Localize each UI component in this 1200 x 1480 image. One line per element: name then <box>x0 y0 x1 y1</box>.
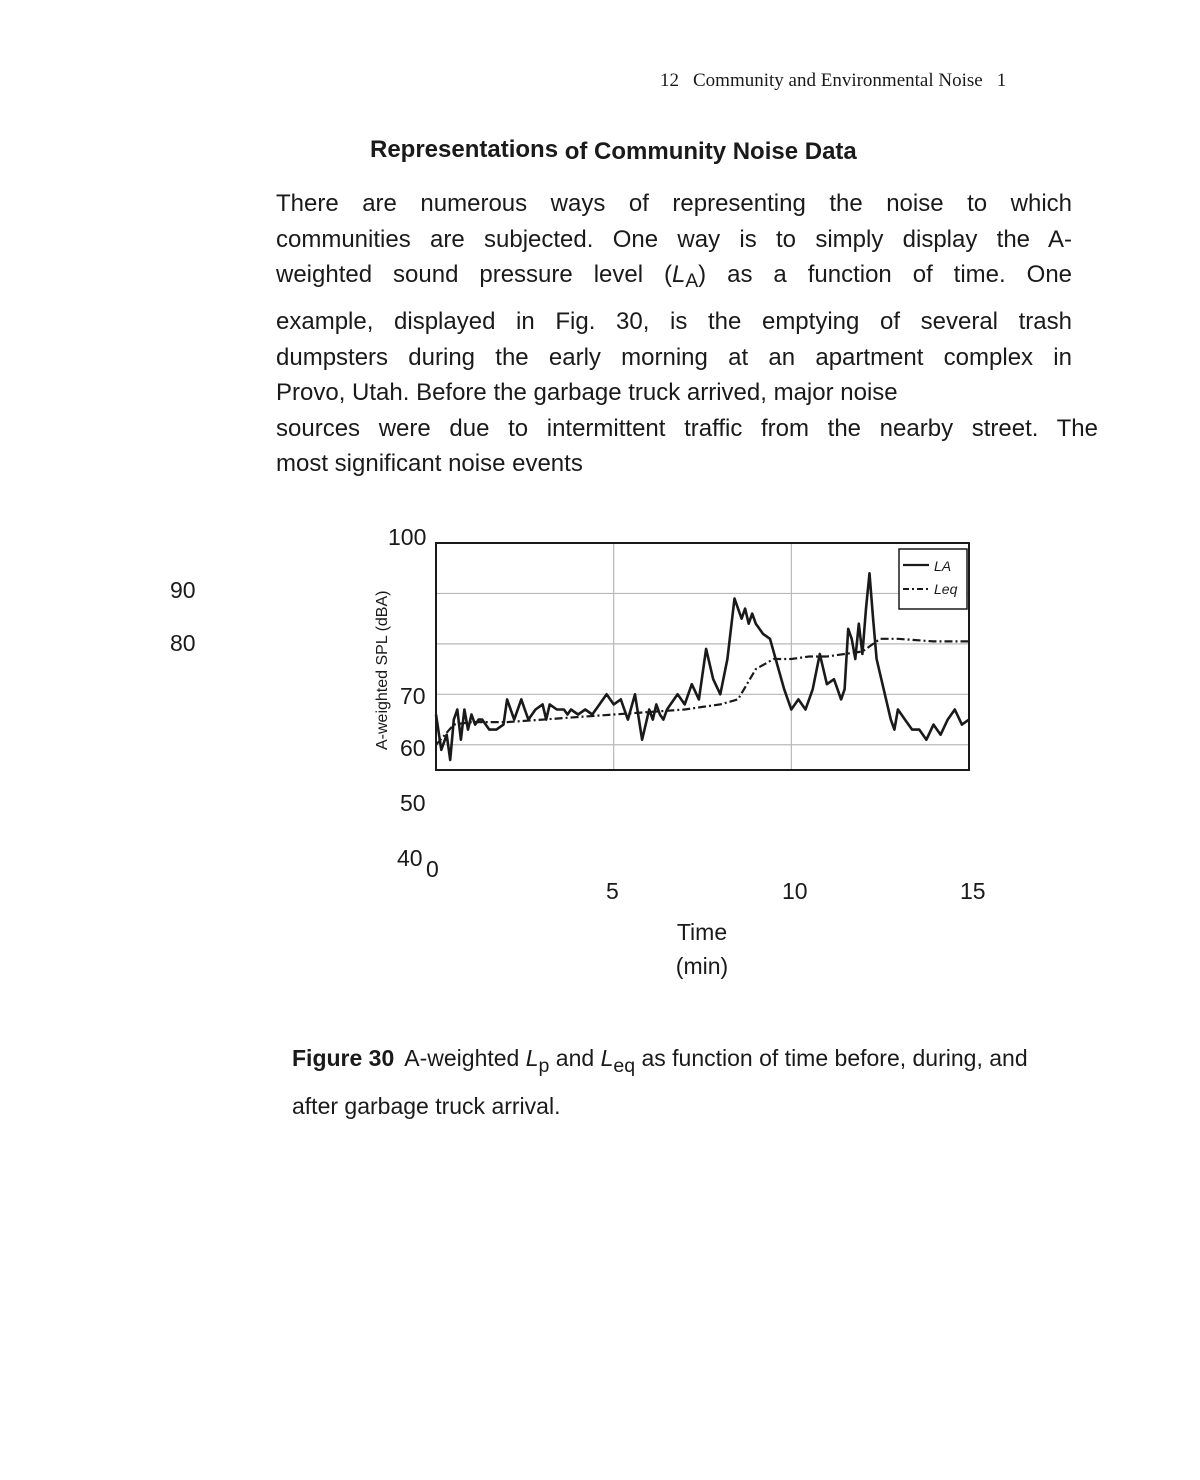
section-title-part1: Representations <box>370 136 559 163</box>
body-line-4: example, displayed in Fig. 30, is the emptying of several trash <box>276 308 1072 336</box>
body-line-6: Provo, Utah. Before the garbage truck arrived, major noise <box>276 379 898 407</box>
x-tick-label: 10 <box>782 878 808 904</box>
x-tick-label: 5 <box>606 878 619 904</box>
body-line-8: most significant noise events <box>276 450 583 478</box>
body-line-3a: weighted sound pressure level ( <box>276 261 672 288</box>
la-symbol: $L_A$ <box>672 261 699 292</box>
chart-legend <box>899 549 967 609</box>
caption-text-b: and <box>549 1045 601 1071</box>
section-title-part2: of Community Noise Data <box>564 138 857 165</box>
header-running-title: Community and Environmental Noise <box>693 70 983 91</box>
y-tick-label: 100 <box>388 524 427 550</box>
y-tick-label: 70 <box>400 683 426 709</box>
body-line-1: There are numerous ways of representing the noise to which <box>276 190 1072 217</box>
figure-caption <box>292 1038 1052 1126</box>
x-axis-title-line2: (min) <box>675 953 729 979</box>
series-layer <box>436 573 969 760</box>
x-axis-title-line1: Time <box>676 919 728 945</box>
stray-label-80: 80 <box>170 630 196 656</box>
plot-frame <box>436 543 969 770</box>
lp-symbol: $L_p$ <box>525 1045 550 1077</box>
x-tick-label: 15 <box>960 878 986 904</box>
chart-grid <box>436 543 969 770</box>
x-tick-label: 0 <box>426 856 439 882</box>
series-line-leq <box>436 639 969 745</box>
legend-box <box>899 549 967 609</box>
stray-label-90: 90 <box>170 577 196 603</box>
y-axis-title: A-weighted SPL (dBA) <box>374 590 391 750</box>
y-tick-label: 50 <box>400 790 426 816</box>
legend-label-la: LA <box>934 558 952 574</box>
caption-text-a: A-weighted <box>404 1045 526 1071</box>
y-tick-label: 40 <box>397 845 423 871</box>
series-line-la <box>436 573 969 760</box>
caption-text-c: as function of time before, during, and after garbage truck arrival. <box>292 1045 1028 1119</box>
figure-label: Figure 30 <box>292 1045 395 1071</box>
legend-label-leq: Leq <box>934 581 958 597</box>
body-line-7: sources were due to intermittent traffic from the nearby street. The <box>276 414 1098 442</box>
y-tick-label: 60 <box>400 735 426 761</box>
leq-symbol: $L_{eq}$ <box>600 1045 636 1077</box>
header-page-label: 12 <box>660 70 679 91</box>
body-line-5: dumpsters during the early morning at an apartment complex in <box>276 343 1072 371</box>
body-line-2: communities are subjected. One way is to simply display the A- <box>276 225 1072 253</box>
body-line-3b: ) as a function of time. One <box>698 261 1073 288</box>
header-page-number: 1 <box>996 70 1007 91</box>
